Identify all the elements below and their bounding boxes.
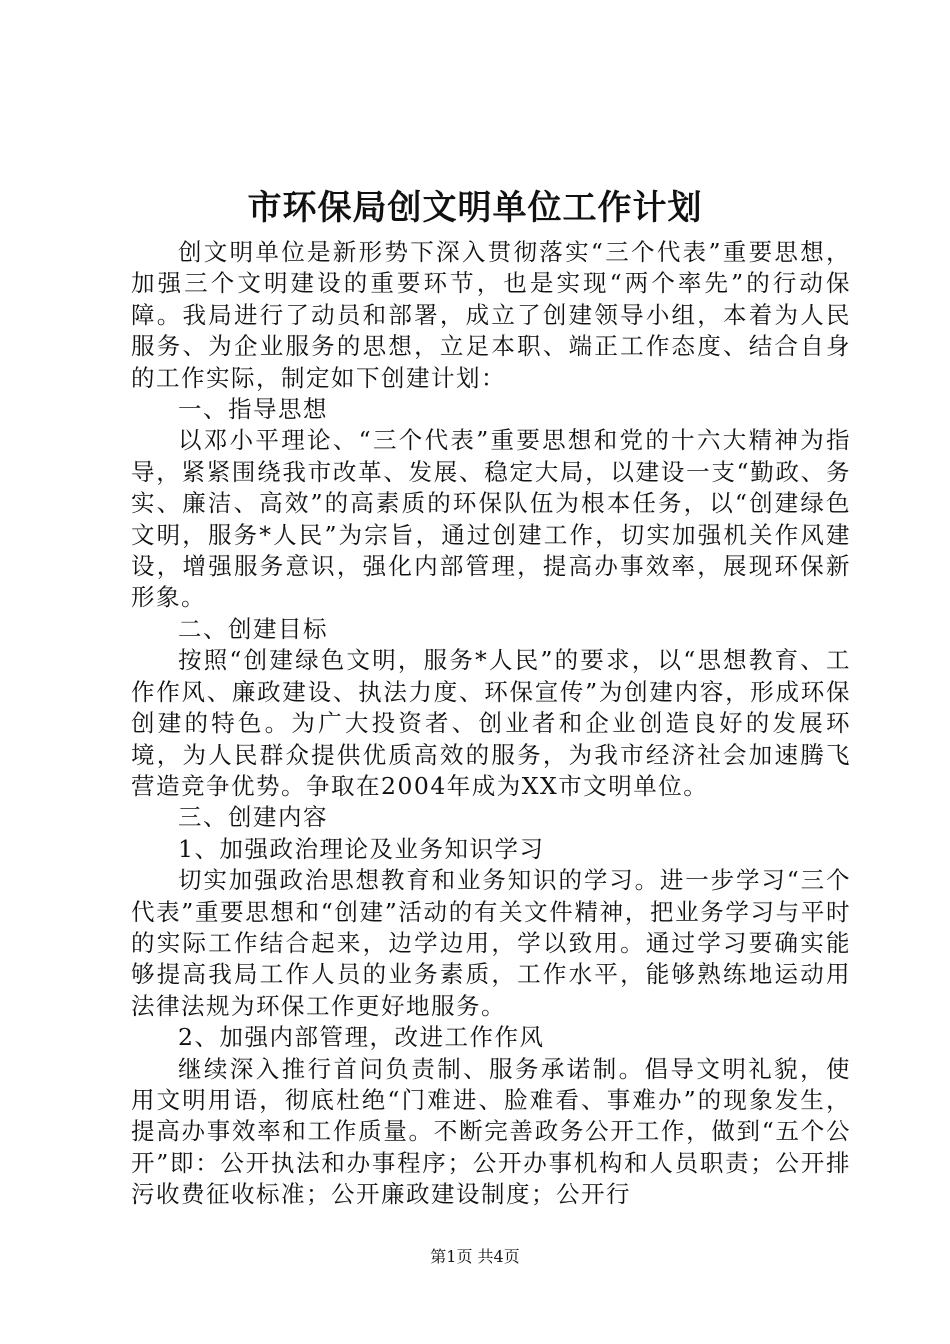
study-paragraph: 切实加强政治思想教育和业务知识的学习。进一步学习“三个代表”重要思想和“创建”活动的有关文件精神，把业务学习与平时的实际工作结合起来，边学边用，学以致用。通过学习要确实能够提高我局工作人员的业务素质，工作水平，能够熟练地运动用法律法规为环保工作更好地服务。 <box>131 866 851 1020</box>
document-title: 市环保局创文明单位工作计划 <box>247 188 703 228</box>
section-heading-goals: 二、创建目标 <box>178 614 328 643</box>
intro-paragraph: 创文明单位是新形势下深入贯彻落实“三个代表”重要思想，加强三个文明建设的重要环节，也是实现“两个率先”的行动保障。我局进行了动员和部署，成立了创建领导小组，本着为人民服务、为企业服务的思想，立足本职、端正工作态度、结合自身的工作实际，制定如下创建计划： <box>131 238 851 392</box>
management-paragraph: 继续深入推行首问负责制、服务承诺制。倡导文明礼貌，使用文明用语，彻底杜绝“门难进、脸难看、事难办”的现象发生，提高办事效率和工作质量。不断完善政务公开工作，做到“五个公开”即：公开执法和办事程序；公开办事机构和人员职责；公开排污收费征收标准；公开廉政建设制度；公开行 <box>131 1054 851 1209</box>
section-heading-guiding-thought: 一、指导思想 <box>178 395 328 424</box>
section-heading-content: 三、创建内容 <box>178 803 328 832</box>
document-body <box>131 237 851 1211</box>
subsection-heading-study: 1、加强政治理论及业务知识学习 <box>178 834 545 863</box>
guiding-thought-paragraph: 以邓小平理论、“三个代表”重要思想和党的十六大精神为指导，紧紧围绕我市改革、发展、稳定大局，以建设一支“勤政、务实、廉洁、高效”的高素质的环保队伍为根本任务，以“创建绿色文明，服务*人民”为宗旨，通过创建工作，切实加强机关作风建设，增强服务意识，强化内部管理，提高办事效率，展现环保新形象。 <box>131 426 851 612</box>
page-footer: 第1页 共4页 <box>430 1247 520 1266</box>
goals-paragraph: 按照“创建绿色文明，服务*人民”的要求，以“思想教育、工作作风、廉政建设、执法力度、环保宣传”为创建内容，形成环保创建的特色。为广大投资者、创业者和企业创造良好的发展环境，为人民群众提供优质高效的服务，为我市经济社会加速腾飞营造竞争优势。争取在2004年成为XX市文明单位。 <box>131 646 851 800</box>
subsection-heading-management: 2、加强内部管理，改进工作作风 <box>178 1023 545 1052</box>
